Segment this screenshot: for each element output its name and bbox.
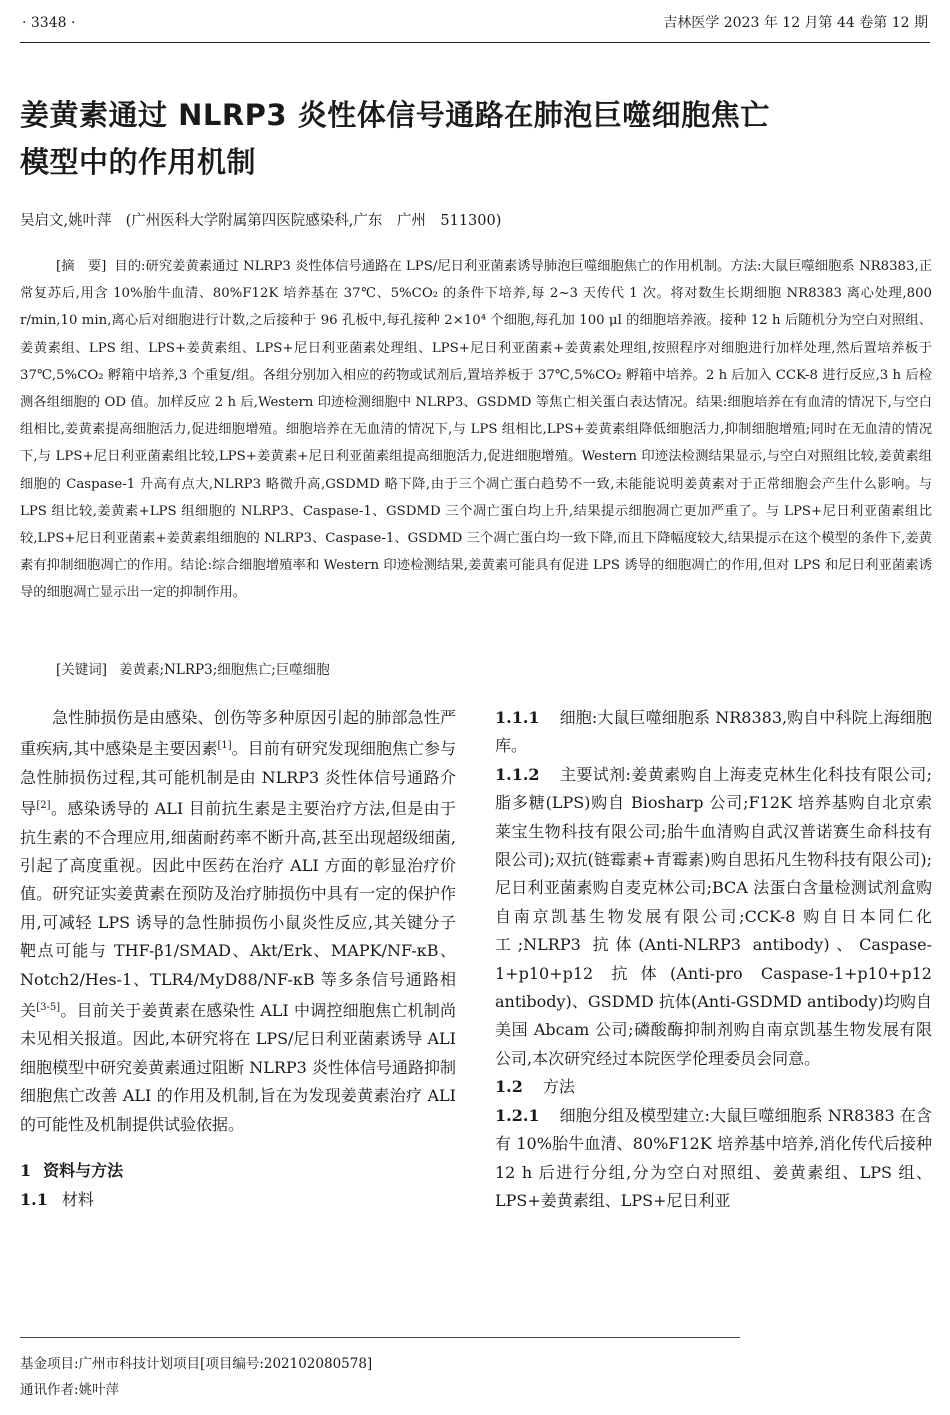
section-1-1-number: 1.1 (20, 1189, 48, 1209)
citation-ref-2[interactable]: [2] (36, 800, 51, 812)
footnote-divider (20, 1337, 740, 1338)
header-divider (20, 42, 930, 43)
abstract-text: 目的:研究姜黄素通过 NLRP3 炎性体信号通路在 LPS/尼日利亚菌素诱导肺泡巨噬细胞焦亡的作用机制。方法:大鼠巨噬细胞系 NR8383,正常复苏后,用含 10%胎牛血清、80%F12K 培养基在 37℃、5%CO₂ 的条件下培养,每 2~3 天传代 1 次。将对数生长期细胞 NR8383 离心处理,800 r/min,10 min,离心后对细胞进行计数,之后接种于 96 孔板中,每孔接种 2×10⁴ 个细胞,每孔加 100 μl 的细胞培养液。接种 12 h 后随机分为空白对照组、姜黄素组、LPS 组、LPS+姜黄素组、LPS+尼日利亚菌素处理组、LPS+尼日利亚菌素+姜黄素处理组,按照程序对细胞进行加样处理,然后置培养板于 37℃,5%CO₂ 孵箱中培养,3 个重复/组。各组分别加入相应的药物或试剂后,置培养板于 37℃,5%CO₂ 孵箱中培养。2 h 后加入 CCK-8 进行反应,3 h 后检测各组细胞的 OD 值。加样反应 2 h 后,Western 印迹检测细胞中 NLRP3、GSDMD 等焦亡相关蛋白表达情况。结果:细胞培养在有血清的情况下,与空白组相比,姜黄素提高细胞活力,促进细胞增殖。细胞培养在无血清的情况下,与 LPS 组相比,LPS+姜黄素组降低细胞活力,抑制细胞增殖;同时在无血清的情况下,与 LPS+尼日利亚菌素组比较,LPS+姜黄素+尼日利亚菌素组提高细胞活力,促进细胞增殖。Western 印迹法检测结果显示,与空白对照组比较,姜黄素组细胞的 Caspase-1 升高有点大,NLRP3 略微升高,GSDMD 略下降,由于三个凋亡蛋白趋势不一致,未能能说明姜黄素对于正常细胞会产生什么影响。与 LPS 组比较,姜黄素+LPS 组细胞的 NLRP3、Caspase-1、GSDMD 三个凋亡蛋白均上升,结果提示细胞凋亡更加严重了。与 LPS+尼日利亚菌素组比较,LPS+尼日利亚菌素+姜黄素组细胞的 NLRP3、Caspase-1、GSDMD 三个凋亡蛋白均一致下降,而且下降幅度较大,结果提示在这个模型的条件下,姜黄素有抑制细胞凋亡的作用。结论:综合细胞增殖率和 Western 印迹检测结果,姜黄素可能具有促进 LPS 诱导的细胞凋亡的作用,但对 LPS 和尼日利亚菌素诱导的细胞凋亡显示出一定的抑制作用。 (20, 259, 932, 601)
abstract (20, 253, 932, 607)
para-1-1-1-number: 1.1.1 (495, 708, 540, 727)
intro-paragraph (20, 704, 456, 1139)
author-names: 吴启文,姚叶萍 (20, 213, 112, 229)
article-title (20, 92, 920, 186)
para-1-1-2-number: 1.1.2 (495, 764, 540, 784)
author-line (20, 209, 501, 230)
para-1-2-1-number: 1.2.1 (495, 1105, 540, 1125)
para-1-1-1 (495, 704, 932, 761)
section-1-heading (20, 1157, 456, 1185)
abstract-label: [摘 要] (56, 259, 107, 274)
para-1-2-1-text: 细胞分组及模型建立:大鼠巨噬细胞系 NR8383 在含有 10%胎牛血清、80%F12K 培养基中培养,消化传代后接种 12 h 后进行分组,分为空白对照组、姜黄素组、LPS 组、LPS+姜黄素组、LPS+尼日利亚 (495, 1105, 932, 1210)
intro-text-1: 急性肺损伤是由感染、创伤等多种原因引起的肺部急性严重疾病,其中感染是主要因素 (20, 708, 456, 759)
para-1-1-1-text: 细胞:大鼠巨噬细胞系 NR8383,购自中科院上海细胞库。 (495, 708, 932, 756)
section-1-2-heading (495, 1073, 932, 1101)
para-1-1-2-text: 主要试剂:姜黄素购自上海麦克林生化科技有限公司;脂多糖(LPS)购自 Biosharp 公司;F12K 培养基购自北京索莱宝生物科技有限公司;胎牛血清购自武汉普诺赛生命科技有限公司);双抗(链霉素+青霉素)购自思拓凡生物科技有限公司);尼日利亚菌素购自麦克林公司;BCA 法蛋白含量检测试剂盒购自南京凯基生物发展有限公司;CCK-8 购自日本同仁化工;NLRP3 抗体(Anti-NLRP3 antibody)、Caspase-1+p10+p12 抗体(Anti-pro Caspase-1+p10+p12 antibody)、GSDMD 抗体(Anti-GSDMD antibody)均购自美国 Abcam 公司;磷酸酶抑制剂购自南京凯基生物发展有限公司,本次研究经过本院医学伦理委员会同意。 (495, 764, 932, 1068)
right-column (495, 704, 932, 1215)
author-affiliation: (广州医科大学附属第四医院感染科,广东 广州 511300) (125, 213, 502, 229)
section-1-1-title: 材料 (61, 1189, 94, 1209)
section-1-number: 1 (20, 1161, 32, 1181)
left-column (20, 704, 456, 1214)
keywords-text: 姜黄素;NLRP3;细胞焦亡;巨噬细胞 (119, 662, 330, 678)
citation-ref-3[interactable]: [3-5] (36, 1002, 61, 1014)
para-1-2-1 (495, 1102, 932, 1216)
citation-ref-1[interactable]: [1] (217, 740, 232, 752)
section-1-2-number: 1.2 (495, 1077, 523, 1097)
section-1-title: 资料与方法 (43, 1161, 124, 1181)
funding-footnote: 基金项目:广州市科技计划项目[项目编号:202102080578] (20, 1356, 373, 1372)
para-1-1-2 (495, 761, 932, 1073)
section-1-1-heading (20, 1186, 456, 1214)
keywords-label: [关键词] (56, 662, 108, 678)
page-number: · 3348 · (22, 15, 76, 31)
title-line-2: 模型中的作用机制 (20, 145, 257, 179)
corresponding-author-footnote: 通讯作者:姚叶萍 (20, 1382, 120, 1398)
section-1-2-title: 方法 (542, 1077, 575, 1097)
journal-header: 吉林医学 2023 年 12 月第 44 卷第 12 期 (663, 15, 928, 31)
keywords (56, 658, 330, 678)
title-line-1: 姜黄素通过 NLRP3 炎性体信号通路在肺泡巨噬细胞焦亡 (20, 98, 770, 132)
intro-text-3: 。感染诱导的 ALI 目前抗生素是主要治疗方法,但是由于抗生素的不合理应用,细菌耐药率不断升高,甚至出现超级细菌,引起了高度重视。因此中医药在治疗 ALI 方面的彰显治疗价值。研究证实姜黄素在预防及治疗肺损伤中具有一定的保护作用,可减轻 LPS 诱导的急性肺损伤小鼠炎性反应,其关键分子靶点可能与 THF-β1/SMAD、Akt/Erk、MAPK/NF-κB、Notch2/Hes-1、TLR4/MyD88/NF-κB 等多条信号通路相关 (20, 799, 456, 1021)
intro-text-2: 。目前有研究发现细胞焦亡参与急性肺损伤过程,其可能机制是由 NLRP3 炎性体信号通路介导 (20, 739, 456, 819)
intro-text-4: 。目前关于姜黄素在感染性 ALI 中调控细胞焦亡机制尚未见相关报道。因此,本研究将在 LPS/尼日利亚菌素诱导 ALI 细胞模型中研究姜黄素通过阻断 NLRP3 炎性体信号通路抑制细胞焦亡改善 ALI 的作用及机制,旨在为发现姜黄素治疗 ALI 的可能性及机制提供试验依据。 (20, 1001, 456, 1134)
